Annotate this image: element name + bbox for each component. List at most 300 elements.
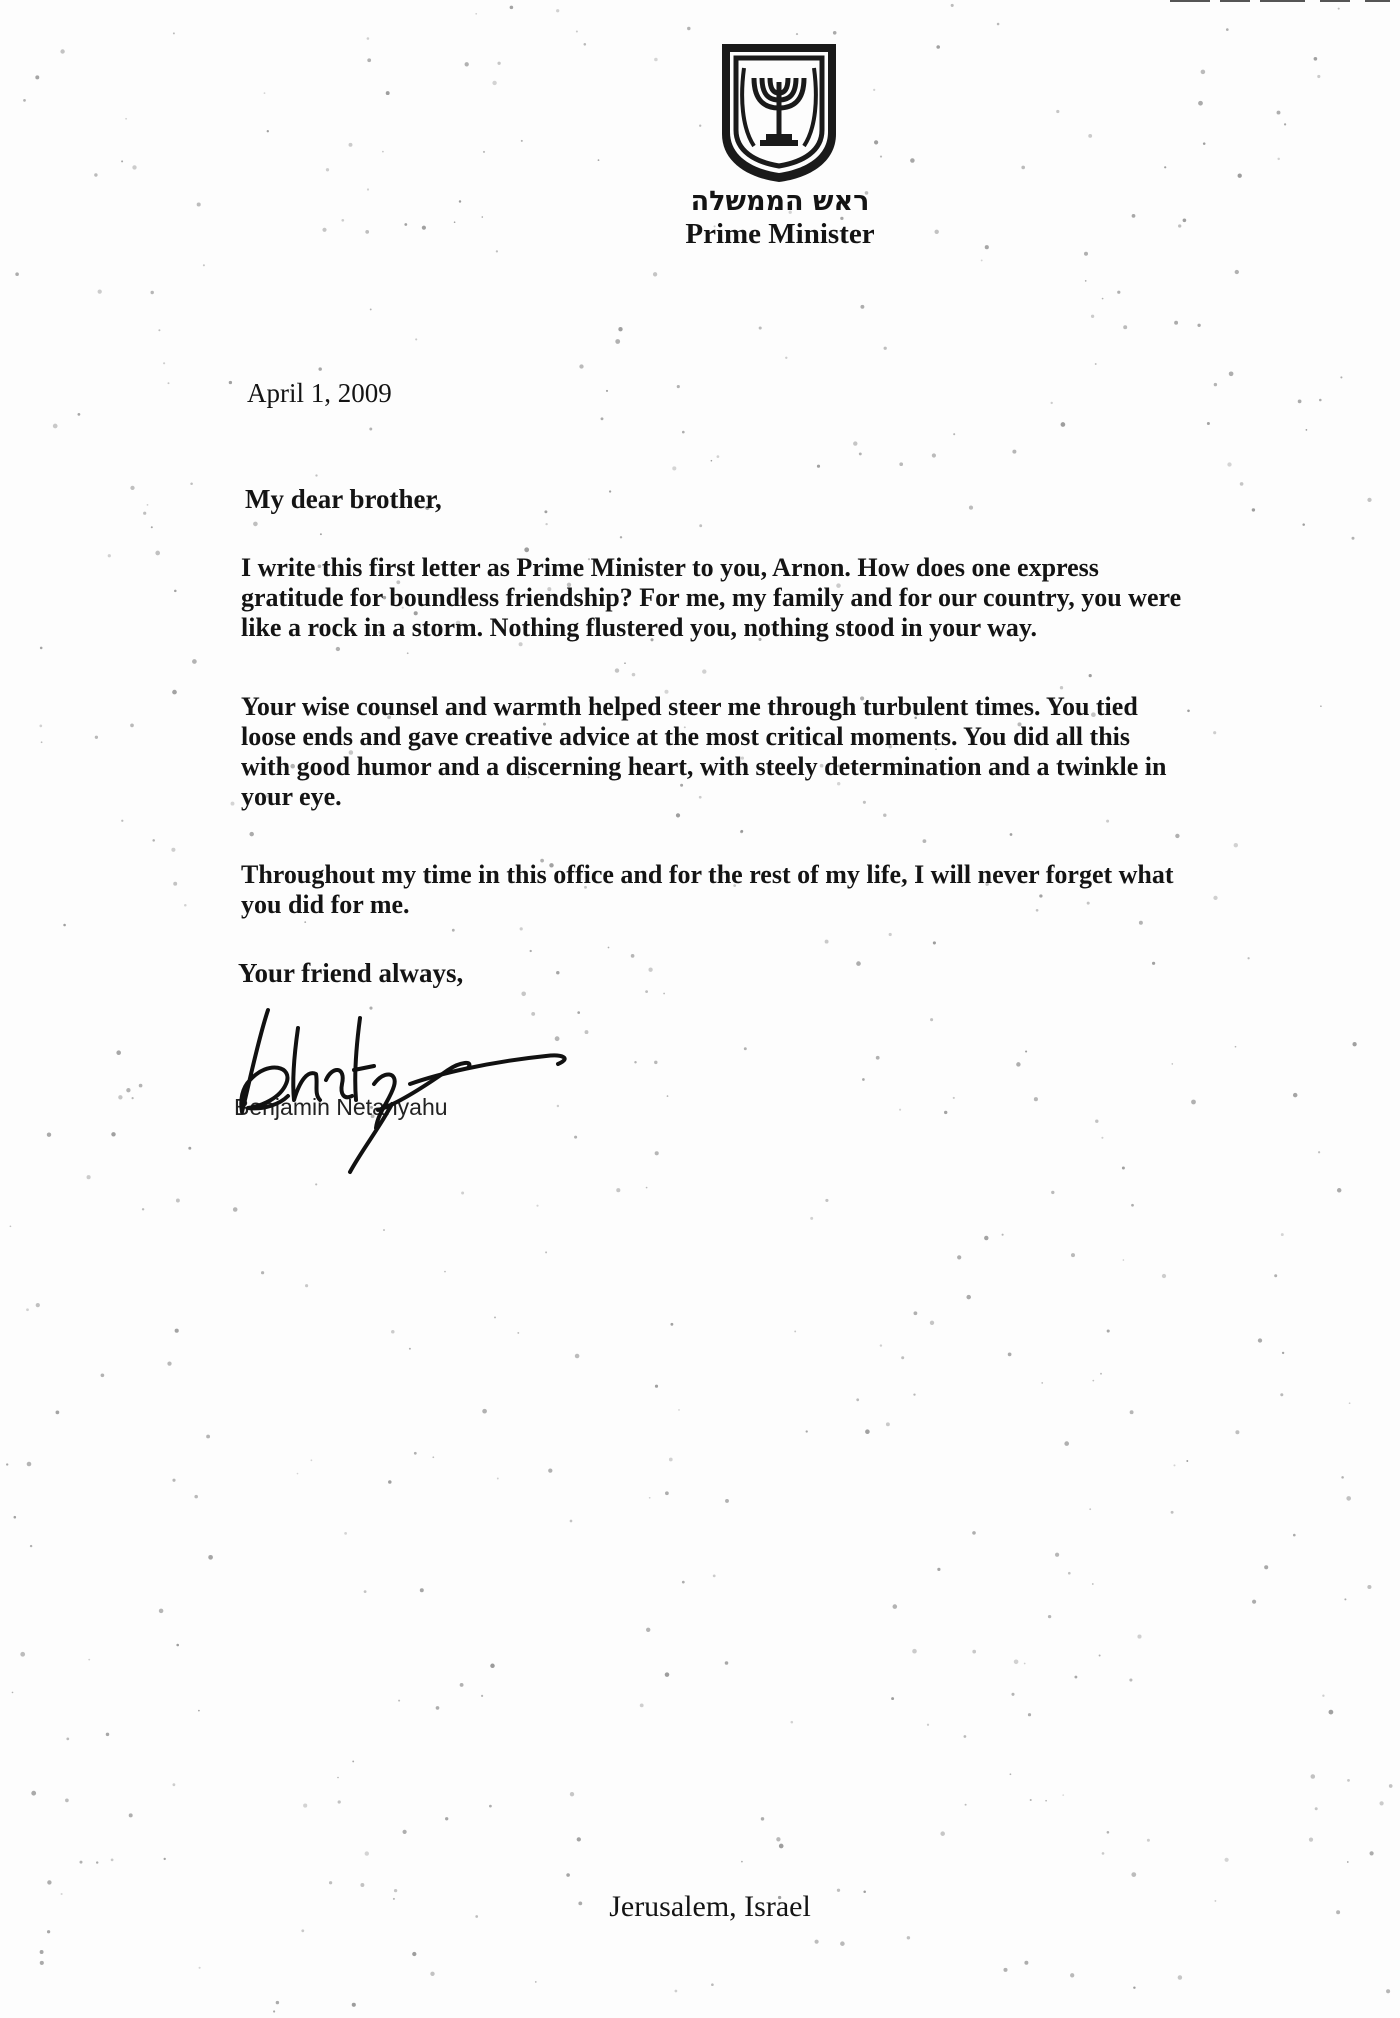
scan-speck — [521, 140, 523, 142]
scan-speck — [648, 968, 652, 972]
scan-speck — [172, 690, 177, 695]
scan-speck — [490, 1664, 495, 1669]
scan-speck — [741, 1861, 743, 1863]
scan-speck — [482, 216, 484, 218]
scan-speck — [1062, 1794, 1064, 1796]
scan-speck — [1064, 1441, 1069, 1446]
scan-speck — [632, 673, 636, 677]
scan-speck — [1016, 1062, 1020, 1066]
scan-speck — [1174, 321, 1178, 325]
scan-speck — [194, 1495, 198, 1499]
scan-speck — [859, 452, 862, 455]
scan-speck — [365, 230, 369, 234]
scan-speck — [759, 326, 762, 329]
letter-paragraph-1 — [241, 553, 1311, 643]
scan-speck — [1132, 214, 1136, 218]
scan-speck — [1322, 1695, 1324, 1697]
scan-speck — [132, 1097, 134, 1099]
scan-speck — [899, 1109, 901, 1111]
scan-speck — [173, 882, 177, 886]
scan-speck — [1002, 1234, 1004, 1236]
scan-speck — [1370, 1851, 1374, 1855]
scan-speck — [132, 165, 136, 169]
scan-speck — [198, 1710, 200, 1712]
scan-speck — [608, 947, 610, 949]
scan-speck — [1314, 57, 1318, 61]
scan-speck — [912, 1649, 917, 1654]
state-emblem-icon — [714, 38, 844, 184]
scan-speck — [47, 1930, 50, 1933]
scan-speck — [176, 1199, 180, 1203]
scan-speck — [1061, 422, 1066, 427]
scan-speck — [444, 1271, 446, 1273]
scan-speck — [1162, 1274, 1166, 1278]
scan-speck — [436, 1706, 440, 1710]
scan-speck — [1070, 1973, 1074, 1977]
scan-speck — [883, 813, 886, 816]
scan-speck — [713, 1575, 716, 1578]
scan-speck — [88, 1659, 90, 1661]
scan-speck — [171, 848, 175, 852]
scan-speck — [465, 62, 469, 66]
scan-speck — [53, 424, 58, 429]
scan-speck — [66, 1738, 69, 1741]
scan-speck — [570, 1520, 573, 1523]
scan-speck — [856, 961, 861, 966]
scan-speck — [791, 1721, 794, 1724]
scan-speck — [901, 1356, 904, 1359]
scan-speck — [139, 1084, 143, 1088]
scan-speck — [1084, 252, 1088, 256]
scan-speck — [158, 329, 160, 331]
scan-speck — [1386, 1989, 1390, 1993]
scan-speck — [35, 75, 39, 79]
scan-speck — [556, 9, 559, 12]
scan-speck — [1074, 1676, 1077, 1679]
scan-speck — [322, 228, 326, 232]
scan-speck — [702, 669, 706, 673]
scan-speck — [412, 1952, 416, 1956]
scan-speck — [26, 1308, 29, 1311]
scan-speck — [1197, 324, 1200, 327]
scan-speck — [273, 2010, 275, 2012]
scan-speck — [352, 1760, 354, 1762]
scan-speck — [556, 971, 559, 974]
scan-speck — [192, 659, 197, 664]
scan-speck — [459, 200, 461, 202]
scan-speck — [407, 652, 409, 654]
scan-speck — [432, 1456, 434, 1458]
scan-speck — [933, 941, 936, 944]
scan-speck — [1099, 1655, 1101, 1657]
scan-speck — [1186, 1460, 1188, 1462]
scan-speck — [524, 547, 529, 552]
scan-speck — [1068, 1572, 1071, 1575]
scan-speck — [1320, 705, 1322, 707]
scan-speck — [618, 327, 622, 331]
scan-speck — [1311, 1774, 1316, 1779]
scan-speck — [1060, 686, 1063, 689]
scan-speck — [932, 453, 936, 457]
scan-speck — [481, 1695, 483, 1697]
scan-speck — [631, 954, 635, 958]
scan-speck — [1347, 1861, 1349, 1863]
scan-speck — [964, 1735, 967, 1738]
scan-speck — [1014, 1660, 1019, 1665]
scan-speck — [367, 37, 370, 40]
scan-speck — [365, 1851, 369, 1855]
scan-speck — [670, 1323, 673, 1326]
scan-speck — [352, 2003, 356, 2007]
scan-speck — [409, 1348, 411, 1350]
scan-speck — [725, 1499, 729, 1503]
scan-speck — [1274, 1274, 1277, 1277]
scan-speck — [645, 990, 648, 993]
scan-speck — [1011, 1693, 1014, 1696]
scan-speck — [1252, 508, 1255, 511]
scan-speck — [1225, 1858, 1229, 1862]
scan-speck — [61, 1893, 63, 1895]
scan-speck — [47, 1132, 51, 1136]
scan-speck — [249, 832, 253, 836]
scan-speck — [579, 364, 583, 368]
scan-speck — [1010, 1773, 1012, 1775]
scan-speck — [60, 49, 64, 53]
scan-speck — [1085, 280, 1087, 282]
scan-speck — [740, 830, 743, 833]
paragraph-line: Throughout my time in this office and for the rest of my life, I will never forget what — [241, 860, 1174, 889]
scan-speck — [129, 1813, 133, 1817]
scan-speck — [47, 1880, 51, 1884]
scan-speck — [966, 1295, 970, 1299]
scan-speck — [536, 1205, 538, 1207]
scan-speck — [649, 1497, 651, 1499]
scan-speck — [711, 1983, 714, 1986]
scan-speck — [41, 741, 43, 743]
scan-speck — [577, 1837, 581, 1841]
scan-speck — [1045, 1800, 1047, 1802]
scan-speck — [98, 289, 102, 293]
scan-speck — [1071, 1253, 1075, 1257]
scan-speck — [155, 551, 160, 556]
scan-speck — [1229, 371, 1234, 376]
scan-speck — [276, 2001, 279, 2004]
scan-speck — [1091, 315, 1094, 318]
scan-speck — [1102, 1852, 1105, 1855]
scan-speck — [454, 221, 456, 223]
scan-speck — [174, 590, 177, 593]
letter-paragraph-2 — [241, 692, 1311, 812]
scan-speck — [188, 1147, 191, 1150]
scan-speck — [1122, 1167, 1125, 1170]
paragraph-line: with good humor and a discerning heart, with steely determination and a twinkle in — [241, 752, 1167, 781]
scan-speck — [937, 1568, 940, 1571]
scan-speck — [880, 1344, 882, 1346]
scan-speck — [776, 1837, 780, 1841]
scan-speck — [1101, 1137, 1103, 1139]
scan-speck — [669, 1458, 673, 1462]
scan-speck — [482, 1409, 487, 1414]
scan-speck — [873, 89, 875, 91]
scan-speck — [634, 1061, 636, 1063]
scan-speck — [1024, 1663, 1026, 1665]
paragraph-line: your eye. — [241, 782, 342, 811]
scan-speck — [369, 428, 372, 431]
letter-salutation: My dear brother, — [245, 484, 442, 514]
scan-speck — [414, 1452, 417, 1455]
scan-speck — [1131, 1204, 1134, 1207]
scan-speck — [923, 839, 927, 843]
scan-speck — [944, 1111, 947, 1114]
scan-speck — [609, 490, 611, 492]
scan-speck — [907, 1936, 910, 1939]
scan-speck — [981, 259, 983, 261]
scan-speck — [1152, 962, 1155, 965]
scan-speck — [1367, 498, 1371, 502]
scan-speck — [23, 99, 26, 102]
scan-speck — [1341, 1476, 1344, 1479]
scan-speck — [606, 390, 608, 392]
scan-speck — [163, 362, 165, 364]
scan-speck — [682, 1581, 685, 1584]
scan-speck — [1344, 1598, 1346, 1600]
scan-speck — [1123, 325, 1127, 329]
scan-speck — [151, 526, 153, 528]
scan-speck — [699, 524, 702, 527]
scan-speck — [1293, 1093, 1297, 1097]
scan-speck — [1024, 1961, 1028, 1965]
scan-speck — [825, 940, 829, 944]
scan-speck — [520, 927, 523, 930]
scan-speck — [96, 1861, 98, 1863]
scan-speck — [953, 1097, 955, 1099]
scan-speck — [1201, 70, 1206, 75]
scan-speck — [1041, 1382, 1043, 1384]
scan-speck — [699, 125, 701, 127]
scan-speck — [329, 1881, 332, 1884]
scan-speck — [1367, 1585, 1371, 1589]
scan-speck — [315, 1183, 317, 1185]
scan-speck — [106, 1733, 109, 1736]
scan-speck — [545, 523, 547, 525]
scan-speck — [1282, 1352, 1284, 1354]
scan-speck — [913, 1393, 915, 1395]
scan-speck — [150, 291, 153, 294]
fax-header-fragment — [1150, 0, 1400, 8]
scan-speck — [344, 1532, 347, 1535]
scan-speck — [420, 1588, 424, 1592]
scan-speck — [598, 159, 600, 161]
scan-speck — [494, 1316, 496, 1318]
scan-speck — [1284, 123, 1286, 125]
scan-speck — [475, 1915, 478, 1918]
scan-speck — [1183, 218, 1187, 222]
scan-speck — [997, 23, 1000, 26]
scan-speck — [675, 1990, 678, 1993]
scan-speck — [116, 1050, 121, 1055]
scan-speck — [1147, 1839, 1150, 1842]
handwritten-signature — [228, 1000, 628, 1180]
scan-speck — [1352, 1042, 1356, 1046]
scan-speck — [497, 1478, 499, 1480]
scan-speck — [1102, 298, 1104, 300]
scan-speck — [1171, 1063, 1173, 1065]
scan-speck — [318, 367, 321, 370]
scan-speck — [663, 993, 665, 995]
scan-speck — [315, 474, 317, 476]
paragraph-line: loose ends and gave creative advice at the most critical moments. You did all this — [241, 722, 1130, 751]
scan-speck — [1173, 1464, 1175, 1466]
scan-speck — [388, 1480, 392, 1484]
scan-speck — [233, 1207, 238, 1212]
scan-speck — [445, 1817, 448, 1820]
scan-speck — [969, 506, 973, 510]
scan-speck — [496, 250, 498, 252]
scan-speck — [654, 1061, 657, 1064]
scan-speck — [655, 1151, 659, 1155]
scan-speck — [620, 536, 622, 538]
scan-speck — [1137, 1635, 1141, 1639]
scan-speck — [475, 13, 477, 15]
scan-speck — [176, 1644, 179, 1647]
scan-speck — [383, 1229, 385, 1231]
scan-speck — [1340, 376, 1342, 378]
scan-speck — [6, 1463, 8, 1465]
scan-speck — [930, 1018, 933, 1021]
scan-speck — [972, 1531, 976, 1535]
scan-speck — [624, 662, 626, 664]
scan-speck — [521, 992, 526, 997]
letter-date: April 1, 2009 — [247, 378, 392, 408]
scan-speck — [78, 413, 81, 416]
scan-speck — [1318, 1151, 1320, 1153]
scan-speck — [147, 504, 149, 506]
scan-speck — [130, 486, 134, 490]
scan-speck — [403, 1830, 407, 1834]
scan-speck — [865, 1429, 870, 1434]
scan-speck — [1349, 1402, 1351, 1404]
scan-speck — [1319, 399, 1322, 402]
scan-speck — [545, 1251, 547, 1253]
scan-speck — [1226, 28, 1229, 31]
scan-speck — [111, 1132, 115, 1136]
scan-speck — [164, 1858, 166, 1860]
scan-speck — [404, 223, 407, 226]
scan-speck — [1227, 462, 1231, 466]
scan-speck — [208, 1555, 213, 1560]
scan-speck — [1178, 1975, 1182, 1979]
scan-speck — [1130, 1410, 1134, 1414]
scan-speck — [544, 510, 547, 513]
scan-speck — [1048, 1615, 1051, 1618]
scan-speck — [667, 1095, 669, 1097]
scan-speck — [1235, 270, 1239, 274]
scan-speck — [430, 1972, 434, 1976]
scan-speck — [1056, 110, 1059, 113]
scan-speck — [1028, 1713, 1031, 1716]
scan-speck — [1034, 1097, 1038, 1101]
scan-speck — [1030, 1799, 1032, 1801]
scan-speck — [393, 1898, 395, 1900]
scan-speck — [126, 1088, 130, 1092]
scan-speck — [336, 647, 340, 651]
scan-speck — [1107, 1831, 1110, 1834]
scan-speck — [510, 6, 514, 10]
scan-speck — [517, 1332, 519, 1334]
scan-speck — [677, 385, 680, 388]
scan-speck — [199, 1967, 201, 1969]
scan-speck — [497, 62, 500, 65]
scan-speck — [1234, 843, 1238, 847]
scan-speck — [118, 1095, 122, 1099]
scan-speck — [530, 950, 532, 952]
scan-speck — [206, 1435, 210, 1439]
scan-speck — [886, 1422, 890, 1426]
scan-speck — [203, 264, 205, 266]
scan-speck — [338, 1800, 341, 1803]
scan-speck — [601, 417, 604, 420]
scan-speck — [30, 1545, 32, 1547]
letter-paragraph-3 — [241, 860, 1311, 920]
scan-speck — [267, 130, 269, 132]
scan-speck — [1309, 1837, 1313, 1841]
scan-speck — [489, 1805, 492, 1808]
scan-speck — [305, 1284, 308, 1287]
scan-speck — [1302, 523, 1305, 526]
scan-speck — [853, 441, 857, 445]
letterhead-hebrew-title: ראש הממשלה — [690, 186, 870, 217]
scan-speck — [1106, 820, 1109, 823]
scan-speck — [1088, 134, 1092, 138]
scan-speck — [56, 1411, 60, 1415]
scan-speck — [856, 1398, 859, 1401]
scan-speck — [1280, 1393, 1283, 1396]
scan-speck — [1203, 142, 1206, 145]
scan-speck — [297, 1473, 299, 1475]
scan-speck — [1198, 101, 1203, 106]
scan-speck — [1164, 166, 1166, 168]
scan-speck — [584, 43, 587, 46]
scan-speck — [65, 1799, 69, 1803]
scan-speck — [899, 462, 903, 466]
scan-speck — [1010, 833, 1013, 836]
letterhead-footer-location: Jerusalem, Israel — [609, 1890, 811, 1923]
scan-speck — [382, 151, 384, 153]
scan-speck — [725, 1661, 729, 1665]
scan-speck — [1277, 158, 1279, 160]
scan-speck — [984, 1236, 988, 1240]
scan-speck — [1025, 1050, 1027, 1052]
scan-speck — [20, 1652, 25, 1657]
scan-speck — [779, 1844, 784, 1849]
scan-speck — [1021, 166, 1025, 170]
scan-speck — [687, 27, 690, 30]
scan-speck — [1107, 1329, 1110, 1332]
scan-speck — [884, 347, 887, 350]
scan-speck — [460, 1683, 464, 1687]
scan-speck — [121, 820, 123, 822]
scan-speck — [815, 1940, 819, 1944]
scan-speck — [111, 1859, 114, 1862]
scan-speck — [168, 382, 170, 384]
scan-speck — [655, 1385, 658, 1388]
scan-speck — [1089, 1508, 1091, 1510]
scan-speck — [1092, 1583, 1094, 1585]
scan-speck — [1317, 75, 1320, 78]
scan-speck — [930, 1321, 934, 1325]
scan-speck — [927, 1724, 929, 1726]
scan-speck — [640, 1703, 644, 1707]
